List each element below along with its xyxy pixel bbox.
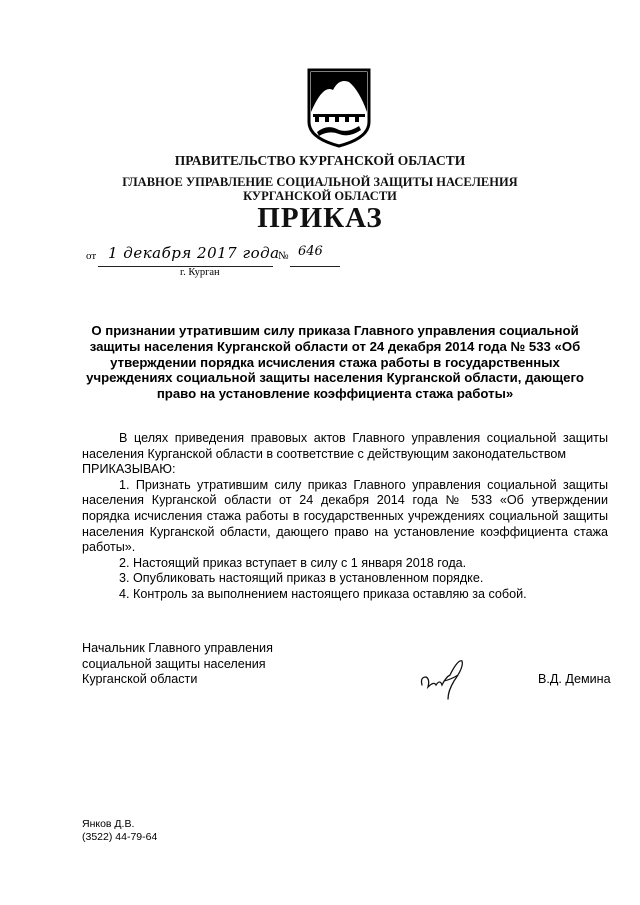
position-line: Курганской области <box>82 672 198 687</box>
order-item: 1. Признать утратившим силу приказ Главного управления социальной защиты населения Курганской области от 24 декабря 2014 года № 533 «Об утверждении порядка исчисления стажа работы в государственных учреждениях социальной защиты населения Курганской области, дающего право на установление коэффициента стажа работы». <box>82 477 608 555</box>
number-value: 646 <box>298 244 323 259</box>
signature-icon <box>418 655 468 700</box>
order-item: 2. Настоящий приказ вступает в силу с 1 января 2018 года. <box>119 555 467 570</box>
order-word: ПРИКАЗЫВАЮ: <box>82 462 176 477</box>
city: г. Курган <box>180 267 220 278</box>
document-body <box>82 431 608 603</box>
position-line: Начальник Главного управления <box>82 641 273 655</box>
government-title: ПРАВИТЕЛЬСТВО КУРГАНСКОЙ ОБЛАСТИ <box>174 153 466 168</box>
number-label: № <box>278 250 289 262</box>
coat-of-arms-icon <box>303 66 375 148</box>
date-label: от <box>86 250 97 262</box>
preamble: В целях приведения правовых актов Главного управления социальной защиты населения Курганской области в соответствие с действующим законодательством <box>82 431 608 461</box>
order-item: 4. Контроль за выполнением настоящего приказа оставляю за собой. <box>119 586 527 601</box>
executor-name: Янков Д.В. <box>82 818 135 830</box>
department-title-line2: КУРГАНСКОЙ ОБЛАСТИ <box>243 189 397 203</box>
department-title-line1: ГЛАВНОЕ УПРАВЛЕНИЕ СОЦИАЛЬНОЙ ЗАЩИТЫ НАСЕЛЕНИЯ <box>122 175 518 189</box>
executor-phone: (3522) 44-79-64 <box>82 831 158 843</box>
document-type: ПРИКАЗ <box>257 202 383 234</box>
position-line: социальной защиты населения <box>82 656 266 671</box>
date-value: 1 декабря 2017 года <box>108 244 280 262</box>
order-item: 3. Опубликовать настоящий приказ в установленном порядке. <box>119 571 484 586</box>
executor-info <box>82 818 157 844</box>
document-subject: О признании утратившим силу приказа Главного управления социальной защиты населения Курганской области от 24 декабря 2014 года № 533 «Об утверждении порядка исчисления стажа работы в государственных учреждениях социальной защиты населения Курганской области, дающего право на установление коэффициента стажа работы» <box>86 323 584 402</box>
number-underline <box>290 266 340 267</box>
signatory-name: В.Д. Демина <box>538 672 611 686</box>
signatory-position <box>82 641 273 688</box>
